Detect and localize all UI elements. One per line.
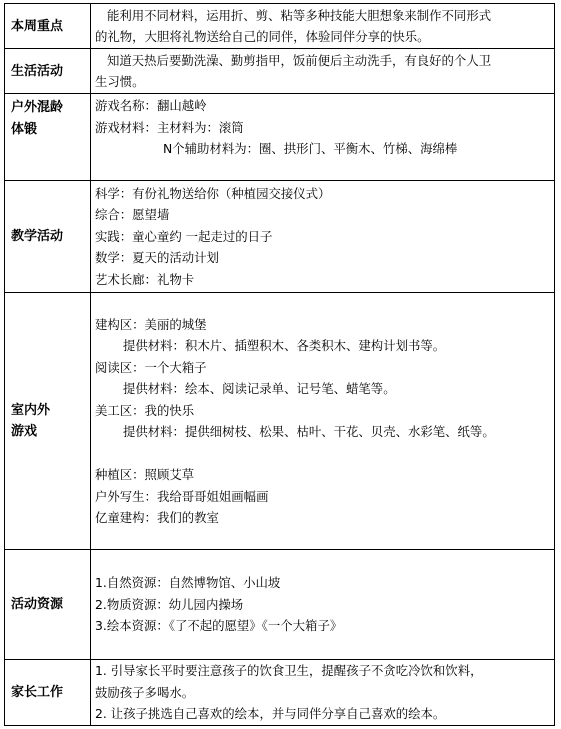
content-line: 1. 引导家长平时要注意孩子的饮食卫生，提醒孩子不贪吃冷饮和饮料， — [95, 663, 483, 679]
row-outdoor-exercise — [5, 94, 555, 181]
content-line: 能利用不同材料，运用折、剪、粘等多种技能大胆想象来制作不同形式 — [107, 7, 492, 23]
label-text: 家长工作 — [11, 685, 64, 700]
row-teaching — [5, 181, 555, 293]
label-daily-life — [5, 49, 91, 94]
content-line: 科学：有份礼物送给你（种植园交接仪式） — [95, 185, 331, 201]
label-text: 教学活动 — [11, 229, 64, 244]
content-line: 美工区：我的快乐 — [95, 402, 195, 418]
label-text: 本周重点 — [11, 18, 64, 34]
content-line: 户外写生：我给哥哥姐姐画幅画 — [95, 488, 269, 504]
row-resources — [5, 550, 555, 660]
label-text: 户外混龄 — [11, 100, 64, 115]
content-teaching — [91, 181, 555, 293]
row-indoor-outdoor-games — [5, 293, 555, 550]
weekly-plan-table — [4, 3, 555, 726]
content-line: 鼓励孩子多喝水。 — [95, 684, 195, 700]
content-line: N个辅助材料为：圈、拱形门、平衡木、竹梯、海绵棒 — [163, 141, 458, 156]
content-line: 2. 让孩子挑选自己喜欢的绘本，并与同伴分享自己喜欢的绘本。 — [95, 706, 446, 722]
label-text: 游戏 — [11, 424, 38, 439]
label-indoor-outdoor-games — [5, 293, 91, 550]
content-line: 亿童建构：我们的教室 — [95, 510, 219, 525]
content-line: 提供材料：绘本、阅读记录单、记号笔、蜡笔等。 — [123, 381, 396, 396]
content-line: 1.自然资源：自然博物馆、小山坡 — [95, 575, 281, 591]
content-indoor-outdoor-games — [91, 293, 555, 550]
label-text: 室内外 — [11, 402, 51, 418]
label-text: 体锻 — [11, 121, 38, 137]
content-line: 提供材料：提供细树枝、松果、枯叶、干花、贝壳、水彩笔、纸等。 — [123, 424, 495, 439]
content-line: 艺术长廊：礼物卡 — [95, 271, 195, 287]
label-text: 生活活动 — [11, 63, 64, 79]
content-line: 实践：童心童约 一起走过的日子 — [95, 228, 273, 244]
content-line: 阅读区：一个大箱子 — [95, 359, 207, 375]
label-resources — [5, 550, 91, 660]
content-weekly-focus — [91, 4, 555, 49]
row-parent-work — [5, 660, 555, 726]
content-line: 生习惯。 — [95, 74, 145, 89]
content-line: 的礼物，大胆将礼物送给自己的同伴，体验同伴分享的快乐。 — [95, 29, 430, 44]
row-daily-life — [5, 49, 555, 94]
label-outdoor-exercise — [5, 94, 91, 181]
content-line: 种植区：照顾艾草 — [95, 467, 195, 482]
content-line: 游戏材料：主材料为：滚筒 — [95, 119, 244, 135]
blank-line — [95, 443, 550, 465]
label-teaching — [5, 181, 91, 293]
content-line: 建构区：美丽的城堡 — [95, 316, 207, 332]
label-text: 活动资源 — [11, 597, 64, 612]
content-parent-work — [91, 660, 555, 726]
label-parent-work — [5, 660, 91, 726]
content-line: 知道天热后要勤洗澡、勤剪指甲，饭前便后主动洗手，有良好的个人卫 — [107, 52, 492, 68]
content-daily-life — [91, 49, 555, 94]
content-line: 3.绘本资源：《了不起的愿望》《一个大箱子》 — [95, 618, 343, 634]
content-resources — [91, 550, 555, 660]
content-line: 2.物质资源：幼儿园内操场 — [95, 596, 244, 612]
label-weekly-focus — [5, 4, 91, 49]
content-outdoor-exercise — [91, 94, 555, 181]
content-line: 游戏名称：翻山越岭 — [95, 98, 207, 113]
content-line: 综合：愿望墙 — [95, 207, 170, 223]
content-line: 数学：夏天的活动计划 — [95, 250, 219, 266]
row-weekly-focus — [5, 4, 555, 49]
content-line: 提供材料：积木片、插塑积木、各类积木、建构计划书等。 — [123, 338, 446, 353]
